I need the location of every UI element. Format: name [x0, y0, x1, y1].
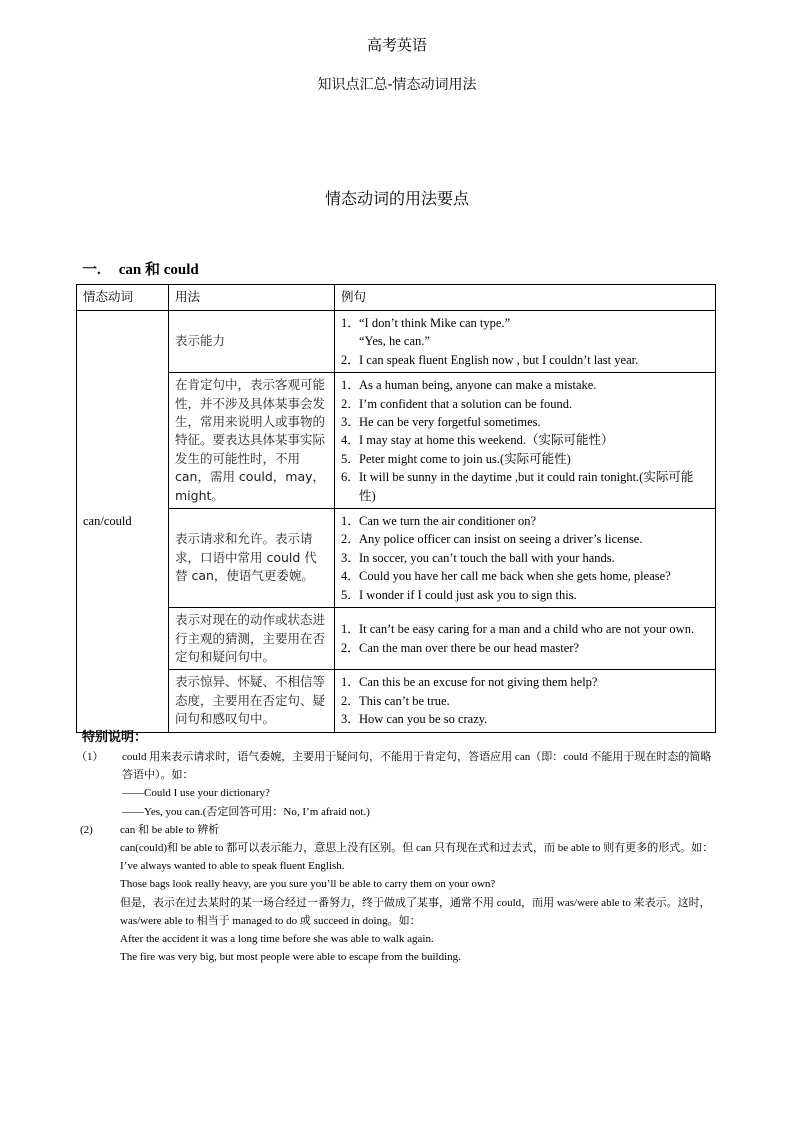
document-title: 高考英语: [366, 36, 427, 54]
note-text: can(could)和 be able to 都可以表示能力，意思上没有区别。但 can 只有现在式和过去式，而 be able to 则有更多的形式。如：: [120, 842, 714, 855]
example-item: 2． Any police officer can insist on seeing a driver’s license.: [341, 532, 643, 547]
document-subtitle: 知识点汇总-情态动词用法: [317, 77, 477, 93]
example-item: 4． Could you have her call me back when she gets home, please?: [341, 569, 671, 584]
header-example: 例句: [335, 285, 716, 311]
header-verb: 情态动词: [77, 285, 169, 311]
example-cell: [335, 670, 716, 732]
note-2: [82, 821, 714, 967]
example-item: 2． This can’t be true.: [341, 693, 450, 708]
section-heading: [82, 258, 199, 279]
note-example: ——Could I use your dictionary?: [122, 787, 270, 800]
example-item: 5． I wonder if I could just ask you to sign this.: [341, 587, 577, 602]
note-example: After the accident it was a long time before she was able to walk again.: [120, 933, 434, 946]
note-index: (2): [80, 823, 93, 836]
example-item: 3． He can be very forgetful sometimes.: [341, 415, 541, 430]
example-item: 2． I’m confident that a solution can be found.: [341, 396, 573, 411]
section-number: 一.: [82, 262, 101, 278]
example-cell: [335, 608, 716, 670]
table-header-row: [77, 285, 716, 311]
note-example: I’ve always wanted to able to speak fluent English.: [120, 860, 345, 873]
note-text: could 用来表示请求时，语气委婉，主要用于疑问句，不能用于肯定句，答语应用 can（即：could 不能用于现在时态的简略答语中）。如：: [122, 751, 712, 782]
usage-cell: 在肯定句中，表示客观可能性，并不涉及具体某事会发生，常用来说明人或事物的特征。要表达具体某事实际发生的可能性时，不用 can，需用 could，may，might。: [169, 373, 335, 509]
example-item: 1． “I don’t think Mike can type.”: [341, 316, 511, 330]
note-1: [76, 748, 714, 821]
note-text: 但是，表示在过去某时的某一场合经过一番努力，终于做成了某事，通常不用 could，而用 was/were able to 来表示。这时，was/were able to 相当于 managed to do 或 succeed in doing。如：: [120, 896, 711, 927]
table-row: [77, 311, 716, 373]
note-heading: can 和 be able to 辨析: [120, 823, 220, 836]
example-item: 2． Can the man over there be our head master?: [341, 640, 580, 655]
example-item: 3． In soccer, you can’t touch the ball with your hands.: [341, 550, 615, 565]
usage-table: [76, 284, 716, 733]
example-item: 3． How can you be so crazy.: [341, 712, 488, 727]
notes-section: [76, 726, 714, 966]
note-index: （1）: [76, 751, 104, 763]
notes-title: 特别说明：: [82, 730, 148, 745]
example-item: “Yes, he can.”: [359, 334, 430, 349]
section-title: can 和 could: [118, 262, 199, 278]
example-cell: [335, 311, 716, 373]
example-item: 1． As a human being, anyone can make a mistake.: [341, 378, 597, 393]
usage-cell: 表示对现在的动作或状态进行主观的猜测，主要用在否定句和疑问句中。: [169, 608, 335, 670]
example-cell: [335, 373, 716, 509]
note-example: The fire was very big, but most people were able to escape from the building.: [120, 951, 461, 964]
usage-cell: 表示请求和允许。表示请求，口语中常用 could 代替 can，使语气更委婉。: [169, 509, 335, 608]
example-item: 2． I can speak fluent English now , but I couldn’t last year.: [341, 352, 639, 367]
header-usage: 用法: [169, 285, 335, 311]
verb-cell: can/could: [77, 311, 169, 733]
usage-cell: 表示能力: [169, 311, 335, 373]
example-item: 1． Can this be an excuse for not giving them help?: [341, 675, 598, 690]
example-item: 1． It can’t be easy caring for a man and a child who are not your own.: [341, 622, 695, 637]
page-title: 情态动词的用法要点: [324, 189, 469, 208]
example-item: 6． It will be sunny in the daytime ,but it could rain tonight.(实际可能性): [341, 470, 694, 503]
table-row: [77, 509, 716, 608]
example-item: 1． Can we turn the air conditioner on?: [341, 514, 537, 529]
table-row: [77, 608, 716, 670]
example-item: 5． Peter might come to join us.(实际可能性): [341, 451, 571, 466]
example-item: 4． I may stay at home this weekend.（实际可能性）: [341, 433, 614, 448]
note-example: Those bags look really heavy, are you sure you’ll be able to carry them on your own?: [120, 878, 496, 891]
example-cell: [335, 509, 716, 608]
usage-cell: 表示惊异、怀疑、不相信等态度，主要用在否定句、疑问句和感叹句中。: [169, 670, 335, 732]
table-row: [77, 373, 716, 509]
note-example: ——Yes, you can.(否定回答可用：No, I’m afraid not.): [122, 805, 370, 818]
table-row: [77, 670, 716, 732]
